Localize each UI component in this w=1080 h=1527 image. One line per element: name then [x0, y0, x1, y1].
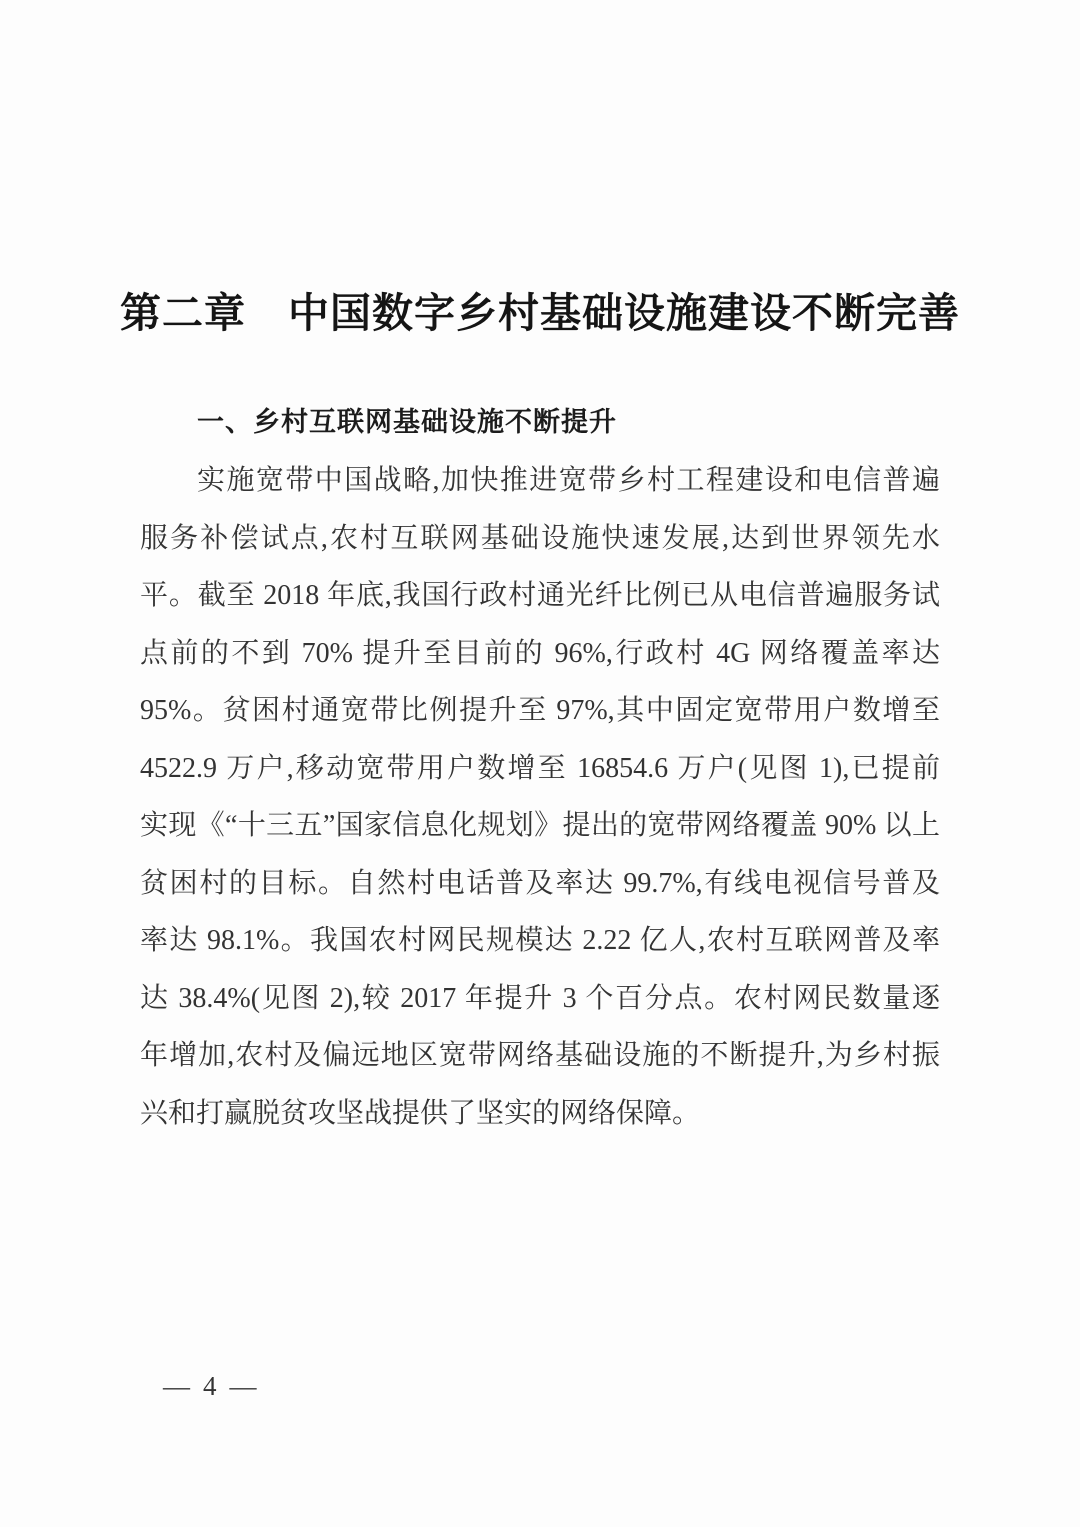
- paragraph-line: 实现《“十三五”国家信息化规划》提出的宽带网络覆盖 90% 以上: [140, 810, 940, 841]
- paragraph-line: 兴和打赢脱贫攻坚战提供了坚实的网络保障。: [140, 1097, 701, 1129]
- paragraph-line: 服务补偿试点,农村互联网基础设施快速发展,达到世界领先水: [140, 522, 940, 554]
- paragraph-line: 年增加,农村及偏远地区宽带网络基础设施的不断提升,为乡村振: [140, 1040, 940, 1071]
- page-footer: [163, 1371, 257, 1402]
- paragraph-line: 贫困村的目标。自然村电话普及率达 99.7%,有线电视信号普及: [140, 867, 940, 899]
- footer-dash-left: —: [163, 1371, 190, 1401]
- paragraph-line: 平。截至 2018 年底,我国行政村通光纤比例已从电信普遍服务试: [140, 580, 940, 611]
- chapter-title: 第二章 中国数字乡村基础设施建设不断完善: [120, 290, 960, 336]
- paragraph-line: 实施宽带中国战略,加快推进宽带乡村工程建设和电信普遍: [197, 465, 940, 496]
- paragraph-line: 达 38.4%(见图 2),较 2017 年提升 3 个百分点。农村网民数量逐: [140, 982, 940, 1014]
- paragraph-line: 4522.9 万户,移动宽带用户数增至 16854.6 万户(见图 1),已提前: [140, 752, 940, 784]
- body-paragraph: [140, 452, 940, 1142]
- paragraph-line: 点前的不到 70% 提升至目前的 96%,行政村 4G 网络覆盖率达: [140, 637, 940, 669]
- paragraph-line: 95%。贫困村通宽带比例提升至 97%,其中固定宽带用户数增至: [140, 695, 940, 726]
- paragraph-line: 率达 98.1%。我国农村网民规模达 2.22 亿人,农村互联网普及率: [140, 925, 940, 956]
- section-heading: 一、乡村互联网基础设施不断提升: [197, 407, 617, 437]
- footer-dash-right: —: [229, 1371, 257, 1401]
- page-number: 4: [203, 1371, 217, 1401]
